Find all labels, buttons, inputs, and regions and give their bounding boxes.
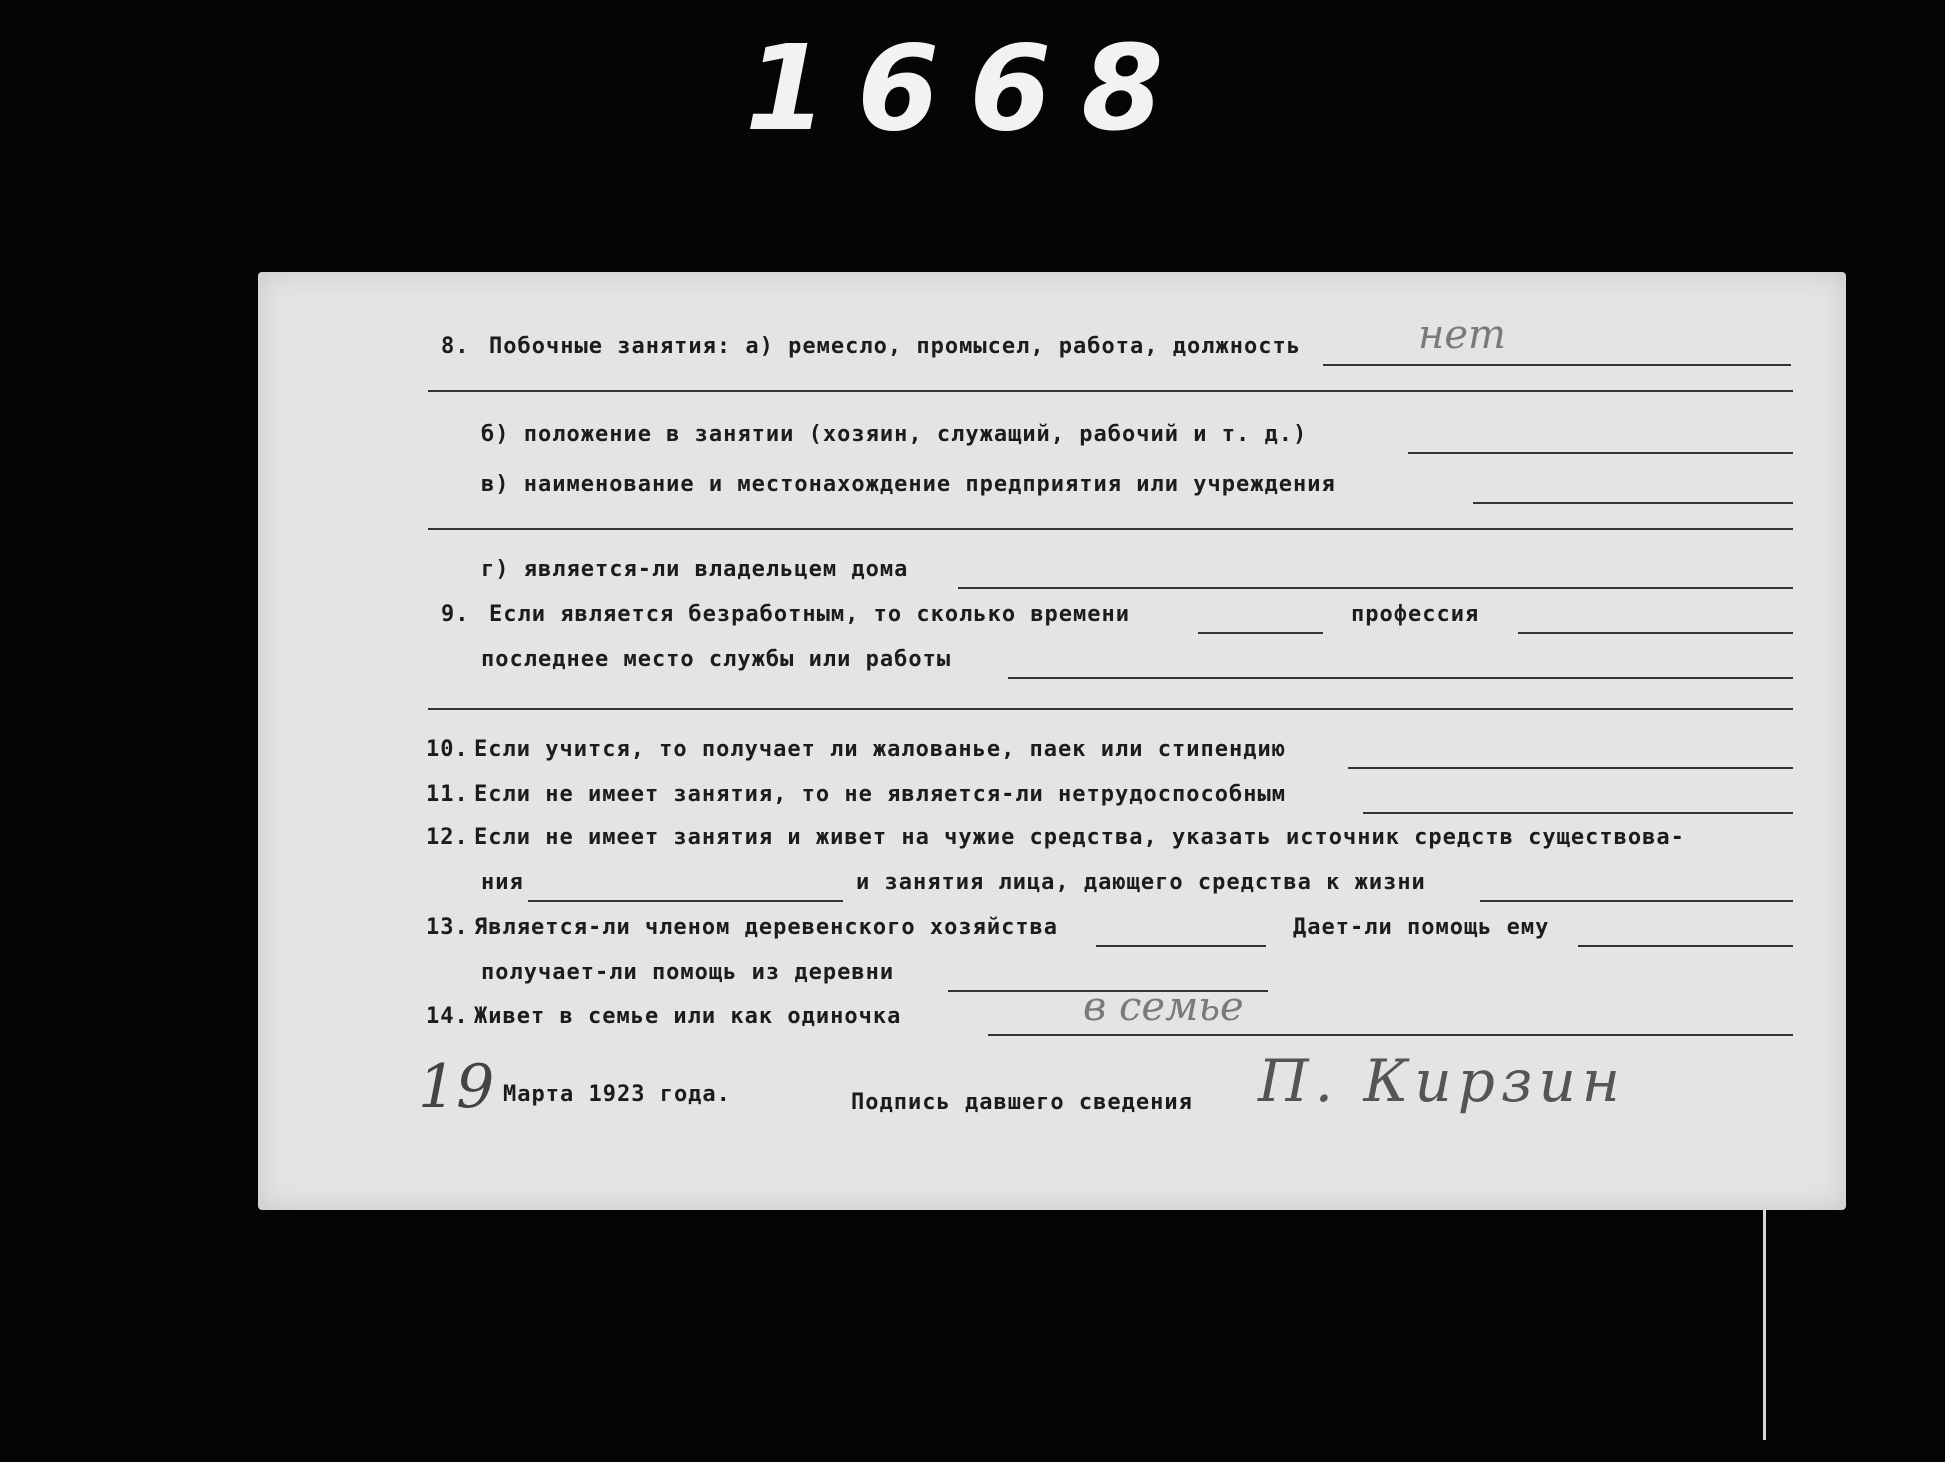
- question-number: 10.: [426, 737, 469, 762]
- answer-line: [1348, 767, 1793, 769]
- answer-line: [528, 900, 843, 902]
- answer-line: [988, 1034, 1793, 1036]
- answer-line: [1408, 452, 1793, 454]
- question-9-last-workplace: последнее место службы или работы: [481, 647, 952, 672]
- question-number: 8.: [441, 334, 470, 359]
- question-8g: г) является-ли владельцем дома: [481, 557, 909, 582]
- answer-line: [1518, 632, 1793, 634]
- answer-line: [1323, 364, 1791, 366]
- answer-handwritten: в семье: [1083, 984, 1244, 1030]
- question-12-line2: ния: [481, 870, 524, 895]
- answer-line: [1480, 900, 1793, 902]
- question-text: Если не имеет занятия, то не является-ли нетрудоспособным: [474, 782, 1286, 807]
- answer-line: [1363, 812, 1793, 814]
- date-text: Марта 1923 года.: [503, 1082, 731, 1107]
- answer-line: [428, 528, 1793, 530]
- question-12-line2b: и занятия лица, дающего средства к жизни: [856, 870, 1426, 895]
- answer-line: [1473, 502, 1793, 504]
- question-text: Побочные занятия: а) ремесло, промысел, работа, должность: [489, 334, 1301, 359]
- answer-line: [1008, 677, 1793, 679]
- question-text: Если учится, то получает ли жалованье, паек или стипендию: [474, 737, 1286, 762]
- question-text: Если не имеет занятия и живет на чужие средства, указать источник средств существова-: [474, 825, 1685, 850]
- answer-line: [1096, 945, 1266, 947]
- question-number: 9.: [441, 602, 470, 627]
- answer-line: [428, 708, 1793, 710]
- question-8: [441, 334, 1301, 359]
- answer-line: [428, 390, 1793, 392]
- question-9: [441, 602, 1130, 627]
- question-14: [426, 1004, 901, 1029]
- question-number: 11.: [426, 782, 469, 807]
- signature-label: Подпись давшего сведения: [851, 1090, 1193, 1115]
- question-13: [426, 915, 1058, 940]
- date-day-handwritten: 19: [418, 1052, 495, 1122]
- film-edge-stripe: [1763, 1205, 1766, 1440]
- answer-line: [958, 587, 1793, 589]
- frame-number: 1668: [745, 19, 1194, 157]
- answer-line: [1578, 945, 1793, 947]
- question-number: 14.: [426, 1004, 469, 1029]
- question-text: Является-ли членом деревенского хозяйства: [474, 915, 1059, 940]
- question-12: [426, 825, 1685, 850]
- question-8b: б) положение в занятии (хозяин, служащий, рабочий и т. д.): [481, 422, 1308, 447]
- answer-line: [1198, 632, 1323, 634]
- question-11: [426, 782, 1286, 807]
- question-text: Живет в семье или как одиночка: [474, 1004, 902, 1029]
- question-13-line2: получает-ли помощь из деревни: [481, 960, 895, 985]
- question-text: Если является безработным, то сколько времени: [489, 602, 1131, 627]
- signature-handwritten: П. Кирзин: [1258, 1047, 1627, 1115]
- question-10: [426, 737, 1286, 762]
- question-number: 12.: [426, 825, 469, 850]
- question-number: 13.: [426, 915, 469, 940]
- census-form-card: [258, 272, 1846, 1210]
- question-8v: в) наименование и местонахождение предприятия или учреждения: [481, 472, 1336, 497]
- answer-handwritten: нет: [1418, 312, 1506, 358]
- question-13-help: Дает-ли помощь ему: [1293, 915, 1550, 940]
- question-9-profession: профессия: [1351, 602, 1480, 627]
